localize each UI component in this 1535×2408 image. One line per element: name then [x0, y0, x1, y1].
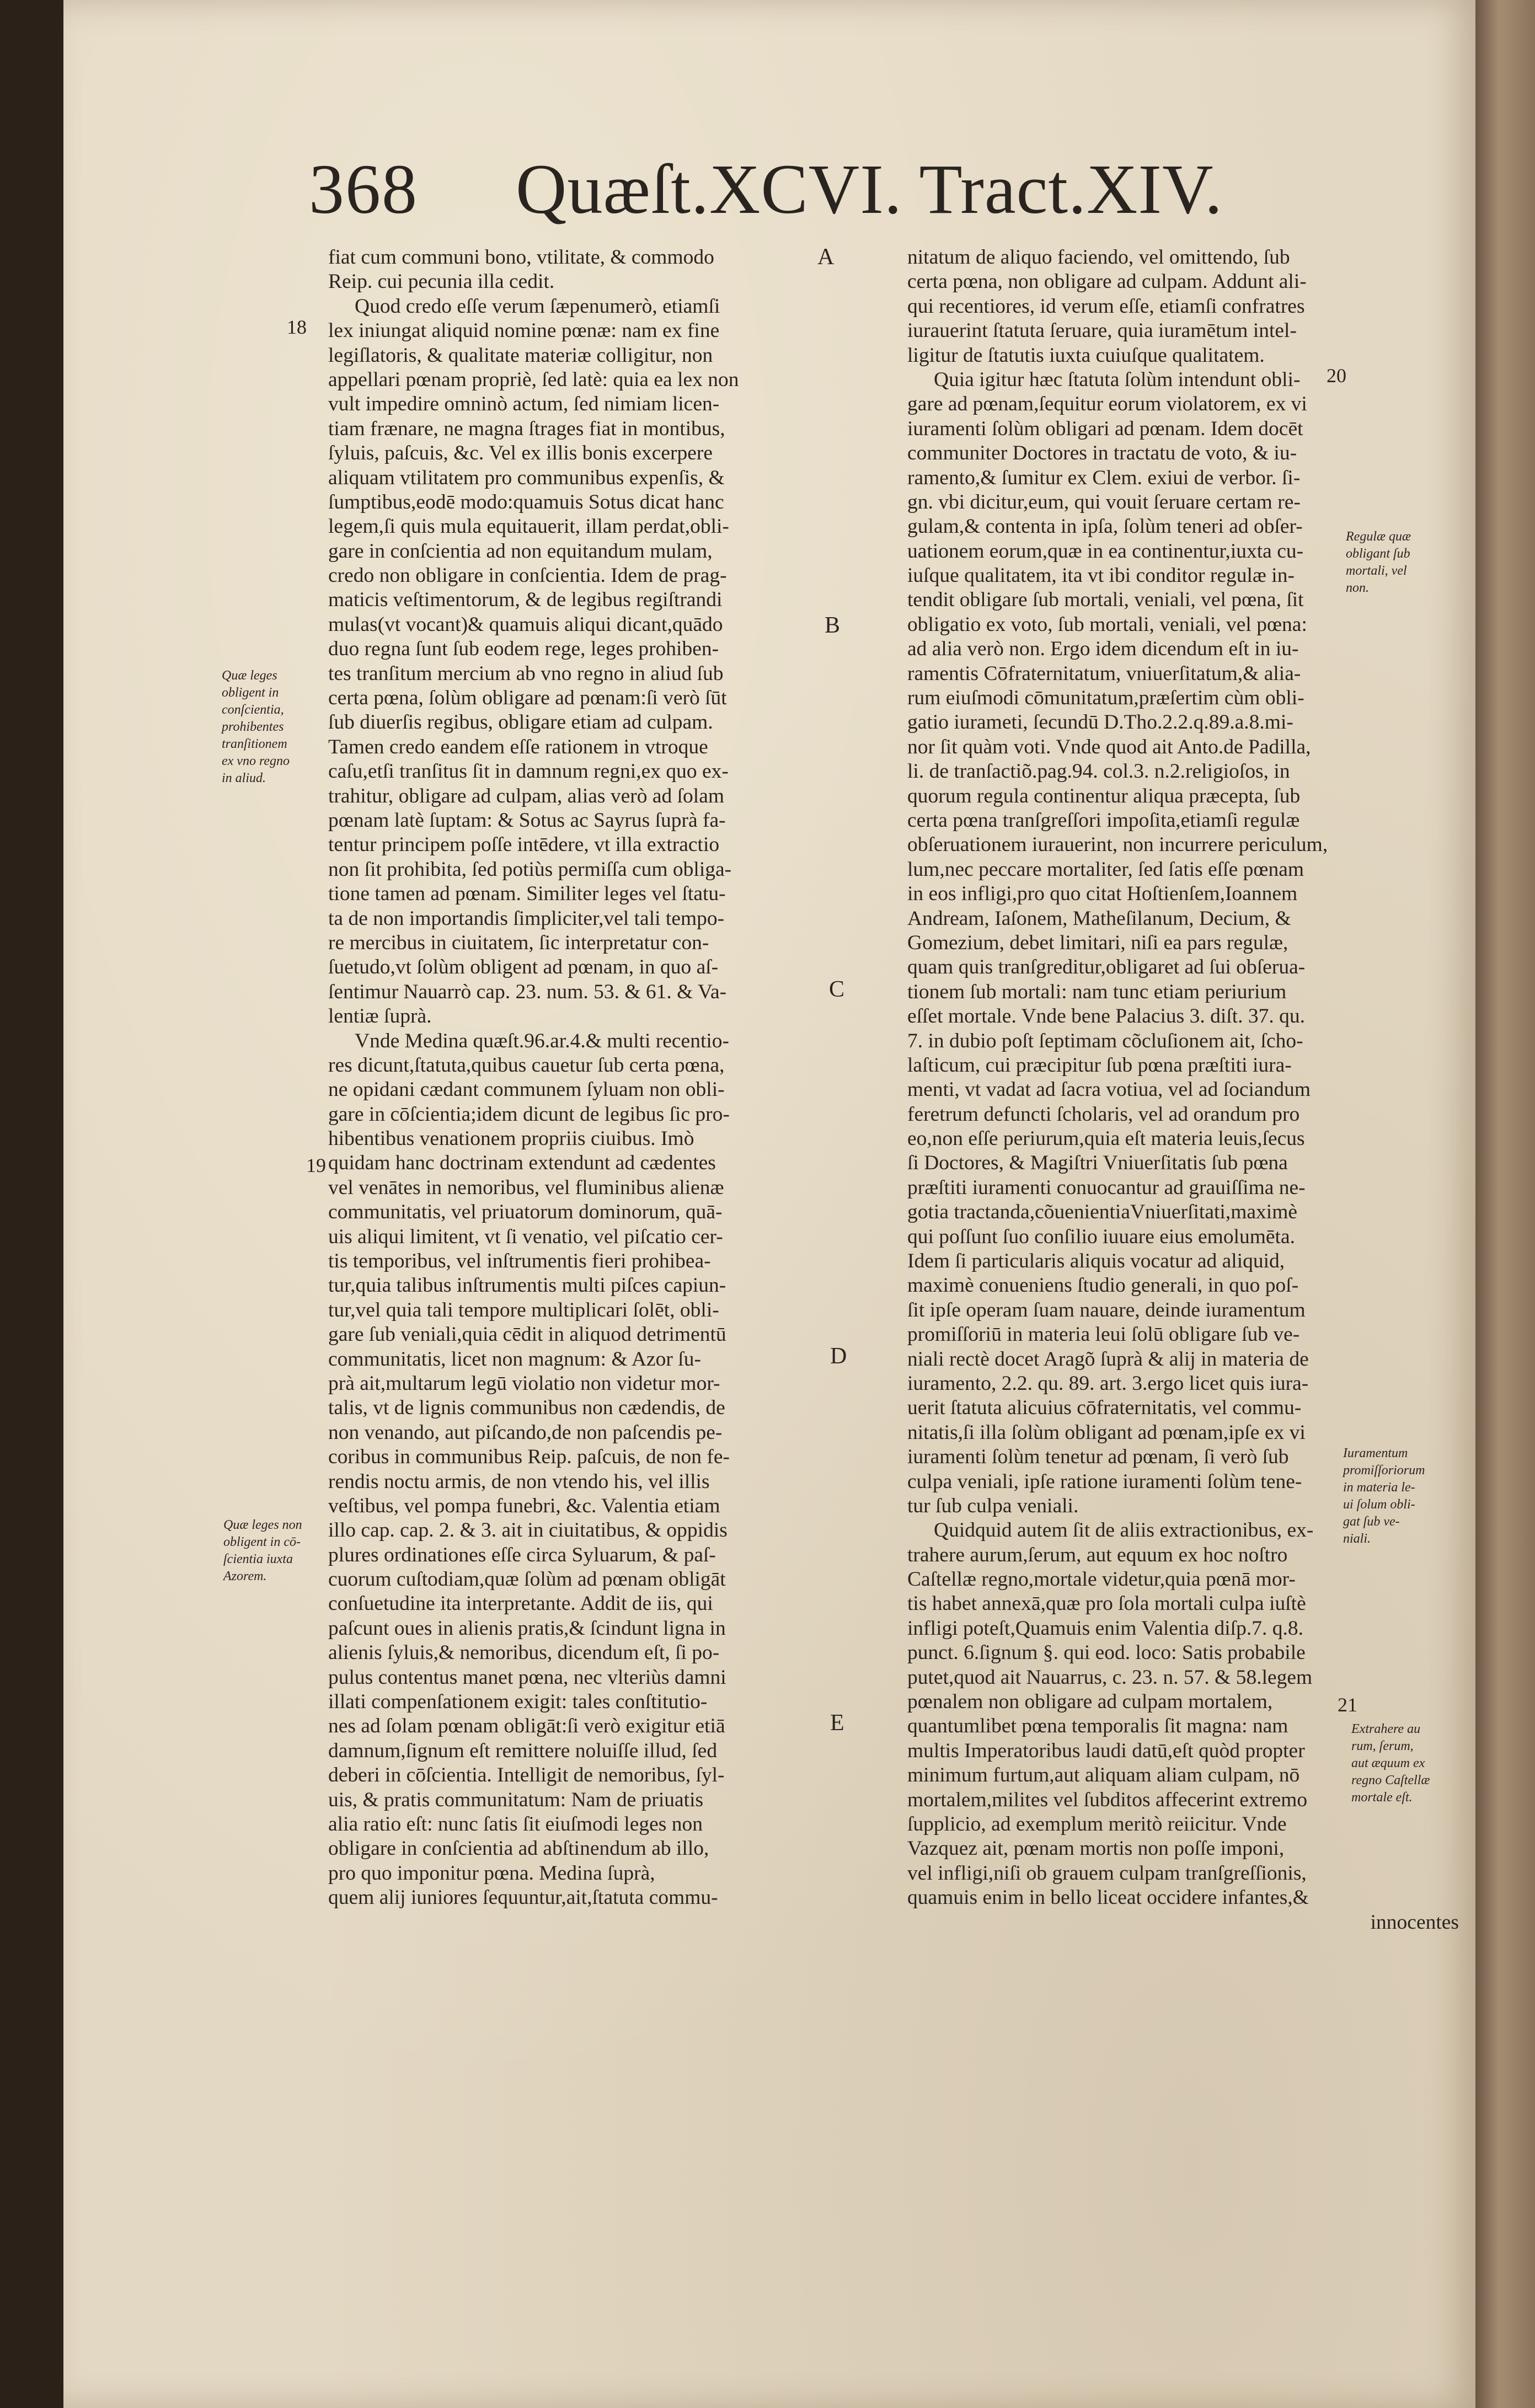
left-column-line: tur,vel quia tali tempore multiplicari ſolēt, obli-: [328, 1298, 719, 1321]
left-column-line: uis, & pratis communitatum: Nam de priuatis: [328, 1788, 704, 1811]
running-head: Quæſt.XCVI. Tract.XIV.: [516, 150, 1223, 228]
left-column-line: legem,ſi quis mula equitauerit, illam perdat,obli-: [328, 515, 729, 538]
left-column-line: gare in conſcientia ad non equitandum mulam,: [328, 539, 713, 563]
left-column-line: res dicunt,ſtatuta,quibus cauetur ſub certa pœna,: [328, 1053, 725, 1077]
right-column-line: ſupplicio, ad exemplum meritò reiicitur. Vnde: [907, 1813, 1287, 1836]
margin-note-right-b: Iuramentum promiſſoriorum in materia le- ui ſolum obli- gat ſub ve- niali.: [1343, 1446, 1425, 1546]
right-column-line: ſi Doctores, & Magiſtri Vniuerſitatis ſub pœna: [907, 1152, 1288, 1175]
right-column-line: lum,nec peccare mortaliter, ſed ſatis eſſe pœnam: [907, 858, 1304, 881]
right-column-line: mortalem,milites vel ſubditos affecerint extremo: [907, 1788, 1308, 1811]
section-letter-c: C: [829, 977, 845, 1002]
right-column-line: ligitur de ſtatutis iuxta cuiuſque qualitatem.: [907, 344, 1265, 367]
left-column-line: paſcunt oues in alienis pratis,& ſcindunt ligna in: [328, 1617, 726, 1640]
left-column-line: non venando, aut piſcando,de non paſcendis pe-: [328, 1421, 723, 1444]
left-column-line: ſuetudo,vt ſolùm obligent ad pœnam, in quo aſ-: [328, 956, 719, 979]
left-column-line: rendis noctu armis, de non vtendo his, vel illis: [328, 1470, 710, 1493]
right-column-line: quorum regula continentur aliqua præcepta, ſub: [907, 784, 1301, 807]
right-column-line: maximè conueniens ſtudio generali, in quo poſ-: [907, 1274, 1299, 1297]
right-column-line: qui recentiores, id verum eſſe, etiamſi confratres: [907, 295, 1305, 318]
left-column-line: cuorum cuſtodiam,quæ ſolùm ad pœnam obligāt: [328, 1568, 726, 1591]
right-column-line: tionem ſub mortali: nam tunc etiam periurium: [907, 980, 1287, 1003]
left-column-line: vel venātes in nemoribus, vel fluminibus alienæ: [328, 1176, 724, 1199]
right-column-line: uationem eorum,quæ in ea continentur,iuxta cu-: [907, 539, 1304, 563]
left-column-line: tes tranſitum mercium ab vno regno in aliud ſub: [328, 662, 724, 685]
right-column-line: putet,quod ait Nauarrus, c. 23. n. 57. & 58.legem: [907, 1666, 1313, 1689]
right-column-line: iuramento, 2.2. qu. 89. art. 3.ergo licet quis iura-: [907, 1372, 1309, 1395]
page-header: [63, 149, 1475, 248]
right-column-line: eo,non eſſe periurum,quia eſt materia leuis,ſecus: [907, 1127, 1305, 1151]
left-column-line: mulas(vt vocant)& quamuis aliqui dicant,quādo: [328, 613, 723, 636]
left-column-line: trahitur, obligare ad culpam, alias verò ad ſolam: [328, 784, 725, 807]
left-column-line: tur,quia talibus inſtrumentis multi piſces capiun-: [328, 1274, 726, 1297]
right-column-line: certa pœna tranſgreſſori impoſita,etiamſi regulæ: [907, 809, 1300, 832]
right-column-line: punct. 6.ſignum §. qui eod. loco: Satis probabile: [907, 1641, 1306, 1665]
right-column-line: tendit obligare ſub mortali, veniali, vel pœna, ſit: [907, 588, 1304, 612]
left-column-line: prà ait,multarum legū violatio non videtur mor-: [328, 1372, 720, 1395]
left-column-line: credo non obligare in conſcientia. Idem de prag-: [328, 564, 727, 587]
right-column-line: qui poſſunt ſuo conſilio iuuare eius emolumēta.: [907, 1225, 1295, 1248]
left-column-line: Reip. cui pecunia illa cedit.: [328, 270, 555, 293]
left-column-line: fiat cum communi bono, vtilitate, & commodo: [328, 246, 714, 269]
left-column-line: ne opidani cædant communem ſyluam non obli-: [328, 1078, 725, 1101]
left-column-line: aliquam vtilitatem pro communibus expenſis, &: [328, 466, 725, 489]
right-column-line: Vazquez ait, pœnam mortis non poſſe imponi,: [907, 1837, 1285, 1860]
right-column-line: uerit ſtatuta alicuius cōfraternitatis, vel commu-: [907, 1396, 1302, 1420]
right-column-line: iuſque qualitatem, ita vt ibi conditor regulæ in-: [907, 564, 1295, 587]
right-column-line: promiſſoriū in materia leui ſolū obligare ſub ve-: [907, 1323, 1300, 1346]
paragraph-number-18: 18: [287, 316, 307, 338]
right-column-line: iurauerint ſtatuta ſeruare, quia iuramētum intel-: [907, 319, 1297, 343]
book-page: [63, 0, 1475, 2408]
left-column-line: tiam frænare, ne magna ſtrages fiat in montibus,: [328, 417, 725, 440]
left-column-line: re mercibus in ciuitatem, ſic interpretatur con-: [328, 931, 709, 954]
adjacent-page-edge: [1475, 0, 1535, 2408]
left-column-line: alia ratio eſt: nunc ſatis ſit eiuſmodi leges non: [328, 1813, 703, 1836]
paragraph-number-19: 19: [306, 1154, 326, 1176]
left-column-line: tis temporibus, vel inſtrumentis fieri prohibea-: [328, 1250, 711, 1273]
right-column-line: iuramenti ſolùm tenetur ad pœnam, ſi verò ſub: [907, 1446, 1289, 1469]
section-letter-b: B: [825, 613, 841, 638]
right-column-line: gatio iurameti, ſecundū D.Tho.2.2.q.89.a.8.mi-: [907, 711, 1293, 734]
margin-note-left-top: Quæ leges obligent in conſcientia, prohibentes tranſitionem ex vno regno in aliud.: [222, 668, 290, 785]
right-column-line: obligatio ex voto, ſub mortali, veniali, vel pœna:: [907, 613, 1307, 636]
right-column-line: iuramenti ſolùm obligari ad pœnam. Idem docēt: [907, 417, 1303, 440]
left-column-line: talis, vt de lignis communibus non cædendis, de: [328, 1396, 725, 1420]
left-column-line: illati compenſationem exigit: tales conſtitutio-: [328, 1690, 708, 1714]
right-column-line: infligi poteſt,Quamuis enim Valentia diſp.7. q.8.: [907, 1617, 1303, 1640]
left-column-line: ſub diuerſis regibus, obligare etiam ad culpam.: [328, 711, 713, 734]
section-letter-d: D: [830, 1344, 847, 1369]
left-column-line: illo cap. cap. 2. & 3. ait in ciuitatibus, & oppidis: [328, 1519, 728, 1542]
left-column-line: gare ſub veniali,quia cēdit in aliquod detrimentū: [328, 1323, 726, 1346]
left-column-line: nes ad ſolam pœnam obligāt:ſi verò exigitur etiā: [328, 1715, 725, 1738]
right-column-line: multis Imperatoribus laudi datū,eſt quòd propter: [907, 1739, 1305, 1762]
left-column-line: ſyluis, paſcuis, &c. Vel ex illis bonis excerpere: [328, 442, 713, 465]
left-column-line: vult impedire omninò actum, ſed nimiam licen-: [328, 393, 720, 416]
left-column-line: deberi in cōſcientia. Intelligit de nemoribus, ſyl-: [328, 1764, 725, 1787]
left-column-line: communitatis, licet non magnum: & Azor ſu-: [328, 1347, 701, 1371]
right-column-line: nitatum de aliquo faciendo, vel omittendo, ſub: [907, 246, 1290, 269]
left-column-line: veſtibus, vel pompa funebri, &c. Valentia etiam: [328, 1494, 720, 1517]
right-column-line: pœnalem non obligare ad culpam mortalem,: [907, 1690, 1273, 1714]
left-column-line: ſentimur Nauarrò cap. 23. num. 53. & 61. & Va-: [328, 980, 727, 1003]
right-column-line: communiter Doctores in tractatu de voto, & iu-: [907, 442, 1297, 465]
page-number: 368: [309, 150, 418, 228]
left-column-line: tentur principem poſſe intēdere, vt illa extractio: [328, 833, 720, 857]
right-column-line: gotia tractanda,cõuenientiaVniuerſitati,maximè: [907, 1201, 1298, 1224]
left-column-line: lentiæ ſuprà.: [328, 1005, 432, 1028]
left-column-line: caſu,etſi tranſitus ſit in damnum regni,ex quo ex-: [328, 760, 729, 783]
right-column-line: 7. in dubio poſt ſeptimam cõcluſionem ait, ſcho-: [907, 1029, 1303, 1052]
left-column-line: non ſit prohibita, ſed potiùs permiſſa cum obliga-: [328, 858, 732, 881]
left-column-line: plures ordinationes eſſe circa Syluarum, & paſ-: [328, 1543, 716, 1566]
right-column-line: gulam,& contenta in ipſa, ſolùm teneri ad obſer-: [907, 515, 1303, 538]
section-letter-a: A: [817, 244, 835, 270]
left-column-line: Vnde Medina quæſt.96.ar.4.& multi recentio-: [355, 1029, 730, 1052]
right-column-line: in eos infligi,pro quo citat Hoſtienſem,Ioannem: [907, 882, 1298, 906]
margin-note-right-c: Extrahere au rum, ſerum, aut æquum ex regno Caſtellæ mortale eſt.: [1351, 1722, 1430, 1805]
left-column-line: pro quo imponitur pœna. Medina ſuprà,: [328, 1861, 655, 1885]
right-column-line: innocentes: [1370, 1911, 1459, 1934]
right-column-line: ramentis Cōfraternitatum, vniuerſitatum,& alia-: [907, 662, 1301, 685]
right-column-line: trahere aurum,ſerum, aut equum ex hoc noſtro: [907, 1543, 1288, 1566]
right-column-line: Andream, Iaſonem, Matheſilanum, Decium, &: [907, 907, 1291, 930]
right-column-line: Caſtellæ regno,mortale videtur,quia pœnā mor-: [907, 1568, 1296, 1591]
right-column-line: eſſet mortale. Vnde bene Palacius 3. diſt. 37. qu.: [907, 1005, 1306, 1028]
left-text-column: [328, 245, 880, 1911]
right-column-line: obſeruationem iurauerint, non incurrere periculum,: [907, 833, 1328, 857]
right-column-line: quam quis tranſgreditur,obligaret ad ſui obſerua-: [907, 956, 1306, 979]
right-column-line: tis habet annexā,quæ pro ſola mortali culpa iuſtè: [907, 1592, 1306, 1615]
right-column-line: Quia igitur hæc ſtatuta ſolùm intendunt obli-: [934, 368, 1301, 391]
right-column-line: vel infligi,niſi ob grauem culpam tranſgreſſionis,: [907, 1861, 1307, 1885]
left-column-line: ta de non importandis ſimpliciter,vel tali tempo-: [328, 907, 725, 930]
right-column-line: tur ſub culpa veniali.: [907, 1494, 1079, 1517]
left-column-line: gare in cōſcientia;idem dicunt de legibus ſic pro-: [328, 1103, 730, 1126]
left-column-line: coribus in communibus Reip. paſcuis, de non fe-: [328, 1446, 730, 1469]
left-column-line: Tamen credo eandem eſſe rationem in vtroque: [328, 735, 708, 758]
left-column-line: maticis veſtimentorum, & de legibus regiſtrandi: [328, 588, 723, 612]
right-column-line: nor ſit quàm voti. Vnde quod ait Anto.de Padilla,: [907, 735, 1311, 758]
left-column-line: conſuetudine ita interpretante. Addit de iis, qui: [328, 1592, 713, 1615]
left-column-line: uis aliqui limitent, vt ſi venatio, vel piſcatio cer-: [328, 1225, 723, 1248]
right-column-line: li. de tranſactiõ.pag.94. col.3. n.2.religioſos, in: [907, 760, 1290, 783]
right-column-line: rum eiuſmodi cōmunitatum,præſertim cùm obli-: [907, 687, 1304, 710]
right-column-line: gn. vbi dicitur,eum, qui vouit ſeruare certam re-: [907, 490, 1301, 513]
left-column-line: tione tamen ad pœnam. Similiter leges vel ſtatu-: [328, 882, 726, 906]
right-column-line: minimum furtum,aut aliquam aliam culpam, nō: [907, 1764, 1300, 1787]
margin-note-left-bottom: Quæ leges non obligent in cō- ſcientia iuxta Azorem.: [223, 1518, 302, 1583]
right-column-line: certa pœna, non obligare ad culpam. Addunt ali-: [907, 270, 1307, 293]
left-column-line: duo regna ſunt ſub eodem rege, leges prohiben-: [328, 638, 719, 661]
right-column-line: niali rectè docet Aragõ ſuprà & alij in materia de: [907, 1347, 1309, 1371]
right-column-line: præſtiti iuramenti conuocantur ad grauiſſima ne-: [907, 1176, 1306, 1199]
left-column-line: hibentibus venationem propriis ciuibus. Imò: [328, 1127, 694, 1151]
left-column-line: communitatis, vel priuatorum dominorum, quā-: [328, 1201, 723, 1224]
paragraph-number-20: 20: [1327, 365, 1346, 387]
section-letter-e: E: [830, 1710, 844, 1736]
right-column-line: ramento,& ſumitur ex Clem. exiui de verbor. ſi-: [907, 466, 1301, 489]
right-column-line: Idem ſi particularis aliquis vocatur ad aliquid,: [907, 1250, 1285, 1273]
right-column-line: ad alia verò non. Ergo idem dicendum eſt in iu-: [907, 638, 1299, 661]
left-column-line: pulus contentus manet pœna, nec vlteriùs damni: [328, 1666, 726, 1689]
left-column-line: obligare in conſcientia ad abſtinendum ab illo,: [328, 1837, 709, 1860]
right-column-line: Quidquid autem ſit de aliis extractionibus, ex-: [934, 1519, 1314, 1542]
left-column-line: lex iniungat aliquid nomine pœnæ: nam ex fine: [328, 319, 720, 343]
right-column-line: feretrum defuncti ſcholaris, vel ad orandum pro: [907, 1103, 1300, 1126]
left-column-line: alienis ſyluis,& nemoribus, dicendum eſt, ſi po-: [328, 1641, 720, 1665]
right-column-line: nitatis,ſi illa ſolùm obligant ad pœnam,ipſe ex vi: [907, 1421, 1306, 1444]
paragraph-number-21: 21: [1338, 1694, 1357, 1716]
right-column-line: ſit ipſe operam ſuam nauare, deinde iuramentum: [907, 1298, 1306, 1321]
right-column-line: gare ad pœnam,ſequitur eorum violatorem, ex vi: [907, 393, 1307, 416]
margin-note-right-a: Regulæ quæ obligant ſub mortali, vel non.: [1346, 529, 1411, 595]
left-column-line: pœnam latè ſuptam: & Sotus ac Sayrus ſuprà fa-: [328, 809, 726, 832]
right-column-line: quamuis enim in bello liceat occidere infantes,&: [907, 1886, 1309, 1909]
right-column-line: Gomezium, debet limitari, niſi ea pars regulæ,: [907, 931, 1288, 954]
right-text-column: [907, 245, 1459, 1935]
left-column-line: appellari pœnam propriè, ſed latè: quia ea lex non: [328, 368, 739, 391]
right-column-line: quantumlibet pœna temporalis ſit magna: nam: [907, 1715, 1288, 1738]
left-column-line: damnum,ſignum eſt remittere noluiſſe illud, ſed: [328, 1739, 718, 1762]
left-column-line: quidam hanc doctrinam extendunt ad cædentes: [328, 1152, 716, 1175]
left-column-line: Quod credo eſſe verum ſæpenumerò, etiamſi: [355, 295, 720, 318]
left-column-line: certa pœna, ſolùm obligare ad pœnam:ſi verò ſūt: [328, 687, 727, 710]
right-column-line: laſticum, cui præcipitur ſub pœna præſtiti iura-: [907, 1053, 1292, 1077]
right-column-line: menti, vt vadat ad ſacra votiua, vel ad ſociandum: [907, 1078, 1311, 1101]
left-column-line: legiſlatoris, & qualitate materiæ colligitur, non: [328, 344, 713, 367]
left-column-line: quem alij iuniores ſequuntur,ait,ſtatuta commu-: [328, 1886, 718, 1909]
right-column-line: culpa veniali, ipſe ratione iuramenti ſolùm tene-: [907, 1470, 1302, 1493]
left-column-line: ſumptibus,eodē modo:quamuis Sotus dicat hanc: [328, 490, 724, 513]
